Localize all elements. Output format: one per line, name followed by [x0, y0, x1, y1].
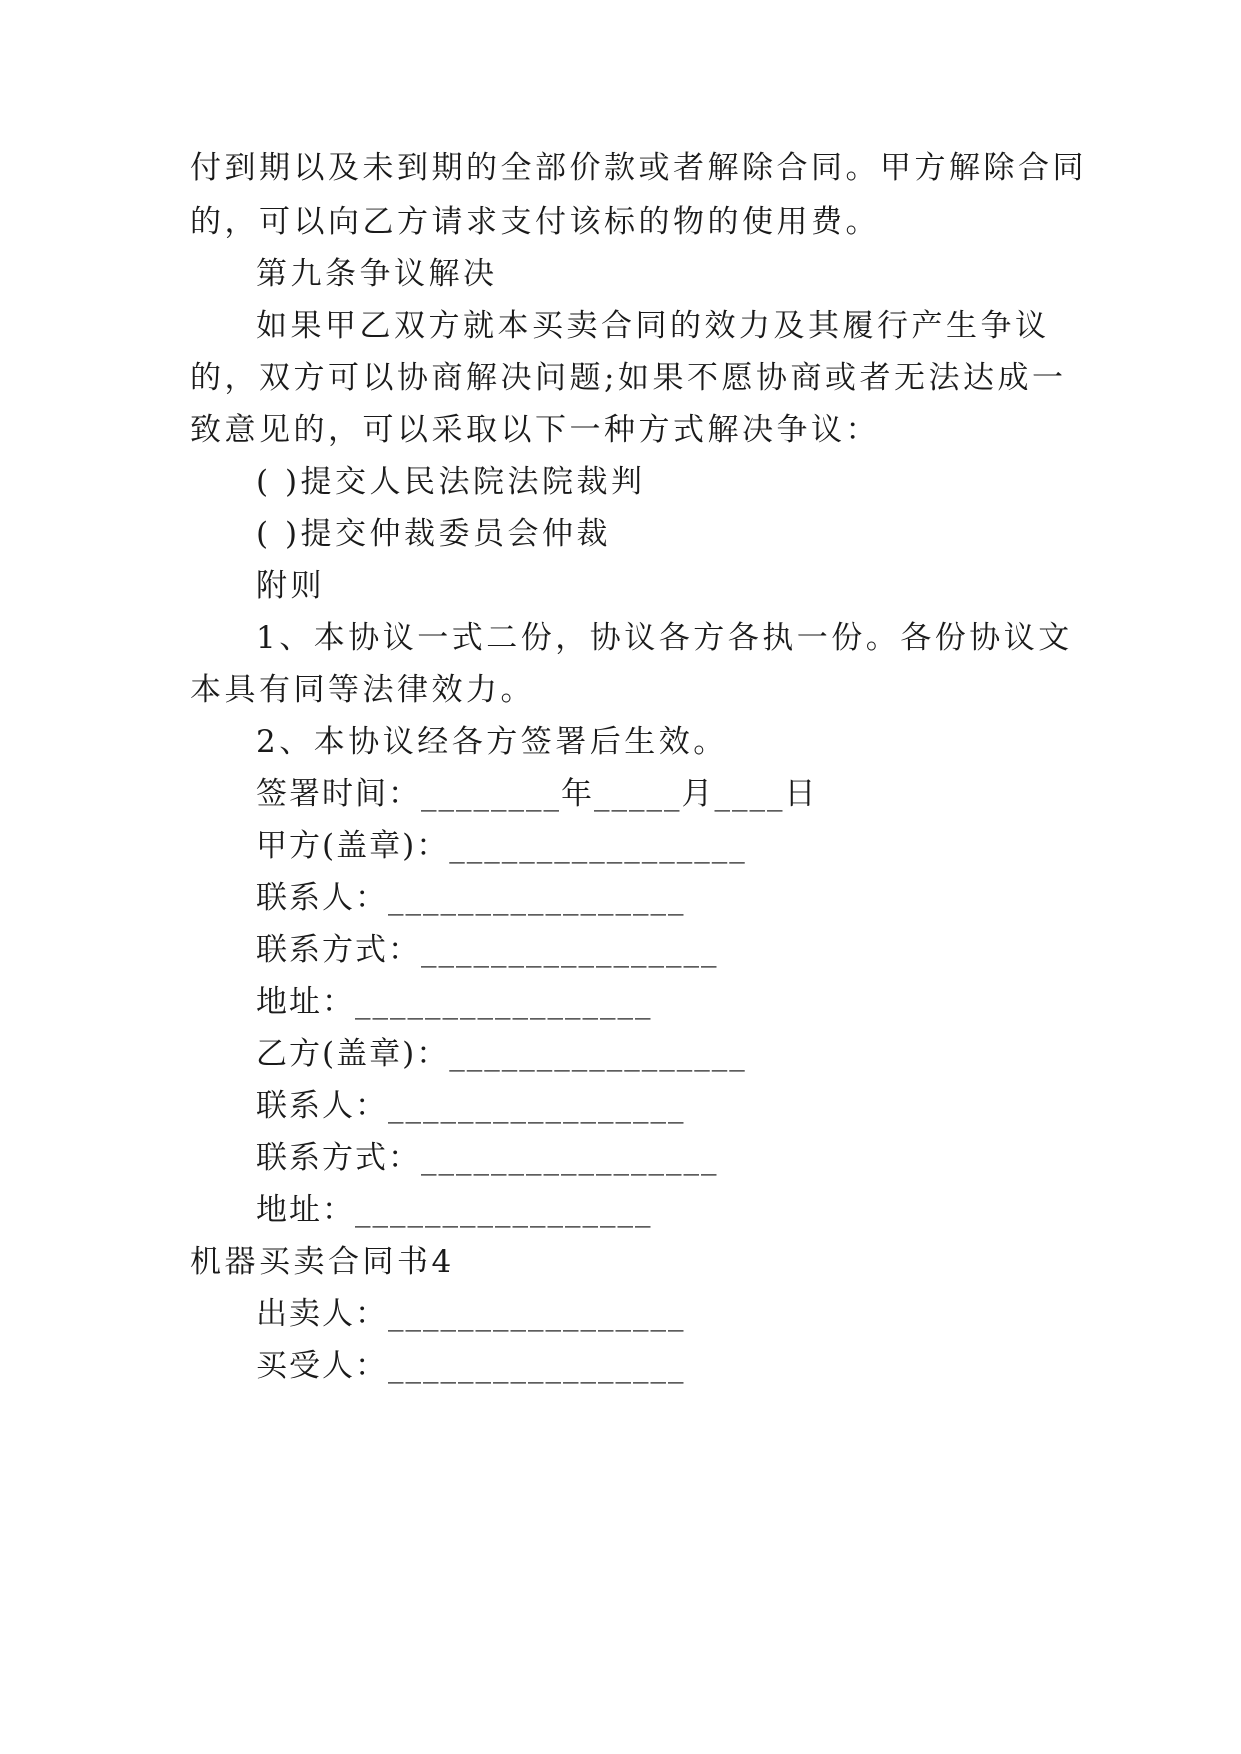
section-heading: 第九条争议解决: [256, 256, 498, 292]
document-title: 机器买卖合同书4: [190, 1244, 455, 1280]
signature-field-line: 联系人：_________________: [256, 1088, 686, 1124]
body-line: 1、本协议一式二份，协议各方各执一份。各份协议文: [256, 620, 1073, 656]
body-line: 2、本协议经各方签署后生效。: [256, 724, 728, 760]
body-line: 付到期以及未到期的全部价款或者解除合同。甲方解除合同: [190, 150, 1087, 186]
signature-field-line: 甲方(盖章)：_________________: [256, 828, 747, 864]
option-line: ( )提交人民法院法院裁判: [256, 464, 646, 500]
body-line: 的，双方可以协商解决问题;如果不愿协商或者无法达成一: [190, 360, 1067, 396]
signature-field-line: 地址：_________________: [256, 1192, 653, 1228]
signature-field-line: 联系方式：_________________: [256, 932, 719, 968]
signature-field-line: 地址：_________________: [256, 984, 653, 1020]
signature-field-line: 联系人：_________________: [256, 880, 686, 916]
body-line: 的，可以向乙方请求支付该标的物的使用费。: [190, 204, 880, 240]
body-line: 致意见的，可以采取以下一种方式解决争议：: [190, 412, 880, 448]
signing-date-line: 签署时间：________年_____月____日: [256, 776, 818, 812]
section-heading: 附则: [256, 568, 325, 604]
signature-field-line: 乙方(盖章)：_________________: [256, 1036, 747, 1072]
party-field-line: 买受人：_________________: [256, 1348, 686, 1384]
body-line: 如果甲乙双方就本买卖合同的效力及其履行产生争议: [256, 308, 1050, 344]
body-line: 本具有同等法律效力。: [190, 672, 535, 708]
party-field-line: 出卖人：_________________: [256, 1296, 686, 1332]
signature-field-line: 联系方式：_________________: [256, 1140, 719, 1176]
option-line: ( )提交仲裁委员会仲裁: [256, 516, 612, 552]
